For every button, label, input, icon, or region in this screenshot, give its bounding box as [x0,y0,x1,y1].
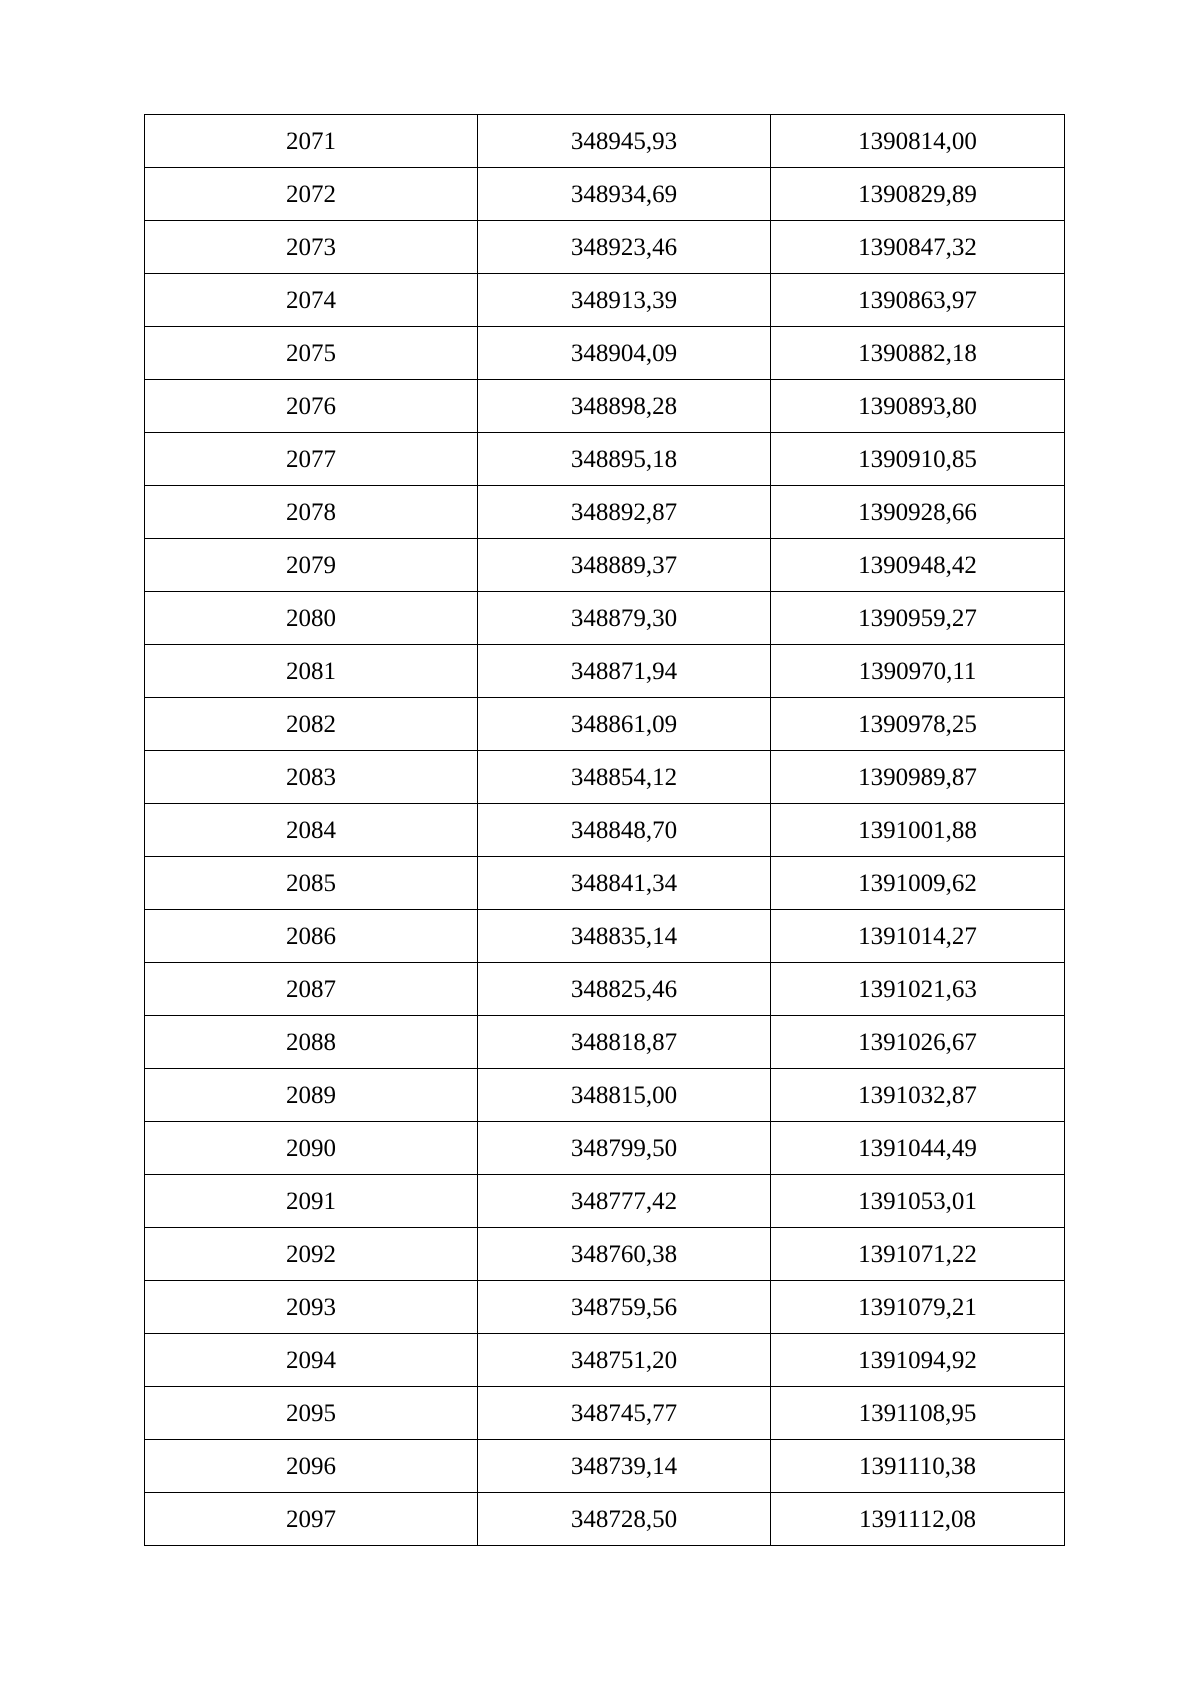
point-number-cell: 2073 [145,221,478,274]
point-number-cell: 2095 [145,1387,478,1440]
point-number-cell: 2088 [145,1016,478,1069]
y-coordinate-cell: 1390948,42 [771,539,1065,592]
x-coordinate-cell: 348898,28 [478,380,771,433]
x-coordinate-cell: 348841,34 [478,857,771,910]
x-coordinate-cell: 348818,87 [478,1016,771,1069]
x-coordinate-cell: 348861,09 [478,698,771,751]
point-number-cell: 2092 [145,1228,478,1281]
y-coordinate-cell: 1391112,08 [771,1493,1065,1546]
point-number-cell: 2084 [145,804,478,857]
table-row [145,963,1065,1016]
x-coordinate-cell: 348892,87 [478,486,771,539]
point-number-cell: 2091 [145,1175,478,1228]
table-row [145,221,1065,274]
table-row [145,910,1065,963]
y-coordinate-cell: 1391044,49 [771,1122,1065,1175]
y-coordinate-cell: 1391009,62 [771,857,1065,910]
x-coordinate-cell: 348848,70 [478,804,771,857]
point-number-cell: 2071 [145,115,478,168]
y-coordinate-cell: 1390989,87 [771,751,1065,804]
point-number-cell: 2074 [145,274,478,327]
table-row [145,751,1065,804]
x-coordinate-cell: 348759,56 [478,1281,771,1334]
table-row [145,433,1065,486]
table-row [145,592,1065,645]
point-number-cell: 2090 [145,1122,478,1175]
point-number-cell: 2085 [145,857,478,910]
point-number-cell: 2077 [145,433,478,486]
table-row [145,1122,1065,1175]
table-row [145,1334,1065,1387]
table-row [145,380,1065,433]
x-coordinate-cell: 348825,46 [478,963,771,1016]
table-row [145,115,1065,168]
point-number-cell: 2082 [145,698,478,751]
y-coordinate-cell: 1391108,95 [771,1387,1065,1440]
y-coordinate-cell: 1390893,80 [771,380,1065,433]
point-number-cell: 2072 [145,168,478,221]
y-coordinate-cell: 1390910,85 [771,433,1065,486]
x-coordinate-cell: 348923,46 [478,221,771,274]
table-row [145,486,1065,539]
x-coordinate-cell: 348945,93 [478,115,771,168]
x-coordinate-cell: 348879,30 [478,592,771,645]
point-number-cell: 2094 [145,1334,478,1387]
point-number-cell: 2078 [145,486,478,539]
x-coordinate-cell: 348799,50 [478,1122,771,1175]
point-number-cell: 2097 [145,1493,478,1546]
y-coordinate-cell: 1391071,22 [771,1228,1065,1281]
point-number-cell: 2086 [145,910,478,963]
y-coordinate-cell: 1391079,21 [771,1281,1065,1334]
x-coordinate-cell: 348889,37 [478,539,771,592]
x-coordinate-cell: 348934,69 [478,168,771,221]
y-coordinate-cell: 1390882,18 [771,327,1065,380]
y-coordinate-cell: 1391053,01 [771,1175,1065,1228]
coordinates-table [144,114,1065,1546]
table-row [145,1069,1065,1122]
table-row [145,1440,1065,1493]
y-coordinate-cell: 1391094,92 [771,1334,1065,1387]
point-number-cell: 2076 [145,380,478,433]
table-row [145,804,1065,857]
point-number-cell: 2080 [145,592,478,645]
table-row [145,1016,1065,1069]
y-coordinate-cell: 1391110,38 [771,1440,1065,1493]
x-coordinate-cell: 348854,12 [478,751,771,804]
y-coordinate-cell: 1390959,27 [771,592,1065,645]
x-coordinate-cell: 348751,20 [478,1334,771,1387]
y-coordinate-cell: 1391032,87 [771,1069,1065,1122]
y-coordinate-cell: 1391001,88 [771,804,1065,857]
x-coordinate-cell: 348835,14 [478,910,771,963]
x-coordinate-cell: 348913,39 [478,274,771,327]
y-coordinate-cell: 1391026,67 [771,1016,1065,1069]
table-row [145,327,1065,380]
table-row [145,1493,1065,1546]
y-coordinate-cell: 1390829,89 [771,168,1065,221]
y-coordinate-cell: 1390928,66 [771,486,1065,539]
y-coordinate-cell: 1391021,63 [771,963,1065,1016]
x-coordinate-cell: 348815,00 [478,1069,771,1122]
point-number-cell: 2087 [145,963,478,1016]
x-coordinate-cell: 348904,09 [478,327,771,380]
x-coordinate-cell: 348739,14 [478,1440,771,1493]
x-coordinate-cell: 348871,94 [478,645,771,698]
table-row [145,1175,1065,1228]
table-row [145,1281,1065,1334]
table-row [145,539,1065,592]
point-number-cell: 2079 [145,539,478,592]
point-number-cell: 2075 [145,327,478,380]
table-row [145,857,1065,910]
table-row [145,168,1065,221]
table-row [145,645,1065,698]
y-coordinate-cell: 1390978,25 [771,698,1065,751]
y-coordinate-cell: 1391014,27 [771,910,1065,963]
y-coordinate-cell: 1390970,11 [771,645,1065,698]
table-row [145,698,1065,751]
table-row [145,1228,1065,1281]
y-coordinate-cell: 1390863,97 [771,274,1065,327]
point-number-cell: 2089 [145,1069,478,1122]
x-coordinate-cell: 348777,42 [478,1175,771,1228]
table-row [145,274,1065,327]
point-number-cell: 2083 [145,751,478,804]
table-row [145,1387,1065,1440]
x-coordinate-cell: 348728,50 [478,1493,771,1546]
coordinates-table-body [145,115,1065,1546]
y-coordinate-cell: 1390847,32 [771,221,1065,274]
x-coordinate-cell: 348760,38 [478,1228,771,1281]
point-number-cell: 2093 [145,1281,478,1334]
x-coordinate-cell: 348895,18 [478,433,771,486]
point-number-cell: 2081 [145,645,478,698]
x-coordinate-cell: 348745,77 [478,1387,771,1440]
y-coordinate-cell: 1390814,00 [771,115,1065,168]
point-number-cell: 2096 [145,1440,478,1493]
